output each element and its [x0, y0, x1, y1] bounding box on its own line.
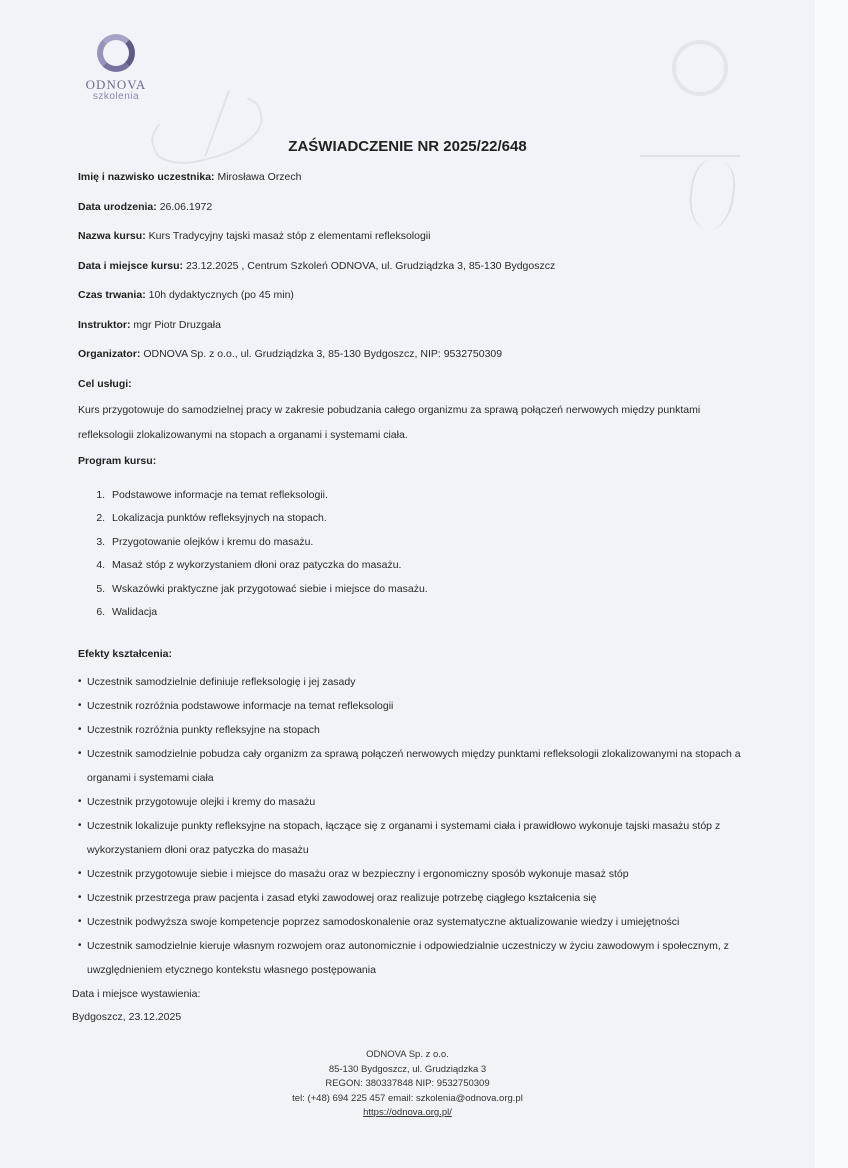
effect-item: • Uczestnik przygotowuje olejki i kremy do masażu — [78, 790, 758, 814]
field-duration — [78, 289, 758, 319]
odnova-logo — [76, 34, 156, 102]
program-item: 6. Walidacja — [108, 606, 758, 630]
issue-info — [72, 983, 200, 1029]
field-label: Czas trwania: — [78, 289, 146, 301]
goal-text: Kurs przygotowuje do samodzielnej pracy w zakresie pobudzania całego organizmu za sprawą połączeń nerwowych między punktami refleksologii zlokalizowanymi na stopach a organami i systemami ciała. — [78, 404, 701, 442]
field-value: Kurs Tradycyjny tajski masaż stóp z elementami refleksologii — [148, 230, 431, 242]
goal-heading: Cel usługi: — [78, 377, 132, 390]
field-label: Organizator: — [78, 348, 141, 360]
program-list — [78, 489, 758, 630]
field-label: Data i miejsce kursu: — [78, 259, 184, 272]
field-birthdate — [78, 201, 758, 231]
logo-name: ODNOVA — [85, 77, 147, 92]
field-value: 23.12.2025 , Centrum Szkoleń ODNOVA, ul. Grudziądzka 3, 85-130 Bydgoszcz — [185, 259, 556, 272]
field-course-date-place — [78, 260, 758, 290]
effect-item: • Uczestnik samodzielnie definiuje refleksologię i jej zasady — [78, 670, 758, 694]
scan-edge — [815, 0, 848, 1168]
issue-value: Bydgoszcz, 23.12.2025 — [72, 1011, 182, 1023]
field-course-name — [78, 230, 758, 260]
field-label: Imię i nazwisko uczestnika: — [78, 171, 215, 183]
program-item: 5. Wskazówki praktyczne jak przygotować siebie i miejsce do masażu. — [108, 583, 758, 607]
footer-website-link[interactable]: https://odnova.org.pl/ — [363, 1107, 452, 1118]
footer-ids: REGON: 380337848 NIP: 9532750309 — [325, 1078, 490, 1089]
field-value: 26.06.1972 — [159, 200, 213, 213]
effect-item: • Uczestnik rozróżnia punkty refleksyjne na stopach — [78, 718, 758, 742]
field-label: Data urodzenia: — [78, 200, 157, 213]
certificate-title: ZAŚWIADCZENIE NR 2025/22/648 — [288, 138, 527, 155]
program-heading: Program kursu: — [78, 455, 157, 468]
field-value: ODNOVA Sp. z o.o., ul. Grudziądzka 3, 85-130 Bydgoszcz, NIP: 9532750309 — [143, 348, 503, 360]
field-value: mgr Piotr Druzgała — [133, 318, 221, 331]
field-value: Mirosława Orzech — [217, 171, 302, 183]
certificate-body — [78, 171, 758, 982]
field-participant — [78, 171, 758, 201]
effects-list — [78, 670, 758, 982]
effects-heading: Efekty kształcenia: — [78, 647, 172, 660]
field-value: 10h dydaktycznych (po 45 min) — [148, 289, 294, 301]
footer-company: ODNOVA Sp. z o.o. — [366, 1049, 449, 1060]
effect-item: • Uczestnik rozróżnia podstawowe informacje na temat refleksologii — [78, 694, 758, 718]
ring-logo-icon — [97, 34, 135, 72]
effect-item: • Uczestnik przygotowuje siebie i miejsce do masażu oraz w bezpieczny i ergonomiczny sposób wykonuje masaż stóp — [78, 862, 758, 886]
footer-contact: tel: (+48) 694 225 457 email: szkolenia@odnova.org.pl — [292, 1092, 523, 1104]
effect-item: • Uczestnik przestrzega praw pacjenta i zasad etyki zawodowej oraz realizuje potrzebę ciągłego kształcenia się — [78, 886, 758, 910]
logo-subtitle: szkolenia — [92, 91, 140, 102]
field-instructor — [78, 319, 758, 349]
program-item: 4. Masaż stóp z wykorzystaniem dłoni oraz patyczka do masażu. — [108, 559, 758, 583]
field-label: Instruktor: — [78, 318, 131, 331]
program-item: 3. Przygotowanie olejków i kremu do masażu. — [108, 536, 758, 560]
program-item: 2. Lokalizacja punktów refleksyjnych na stopach. — [108, 512, 758, 536]
effect-item: • Uczestnik samodzielnie kieruje własnym rozwojem oraz autonomicznie i odpowiedzialnie uczestniczy w życiu zawodowym i społecznym, z uwzględnieniem etycznego kontekstu własnego postępowania — [78, 934, 758, 982]
issue-label: Data i miejsce wystawienia: — [72, 988, 201, 1000]
field-label: Nazwa kursu: — [78, 230, 146, 242]
effect-item: • Uczestnik podwyższa swoje kompetencje poprzez samodoskonalenie oraz systematyczne aktualizowanie wiedzy i umiejętności — [78, 910, 758, 934]
field-organizer — [78, 348, 758, 378]
effect-item: • Uczestnik samodzielnie pobudza cały organizm za sprawą połączeń nerwowych między punktami refleksologii zlokalizowanymi na stopach a organami i systemami ciała — [78, 742, 758, 790]
program-item: 1. Podstawowe informacje na temat refleksologii. — [108, 489, 758, 513]
company-footer — [0, 1048, 815, 1121]
footer-address: 85-130 Bydgoszcz, ul. Grudziądzka 3 — [328, 1063, 487, 1075]
effect-item: • Uczestnik lokalizuje punkty refleksyjne na stopach, łączące się z organami i systemami ciała i prawidłowo wykonuje tajski masażu stóp z wykorzystaniem dłoni oraz patyczka do masażu — [78, 814, 758, 862]
